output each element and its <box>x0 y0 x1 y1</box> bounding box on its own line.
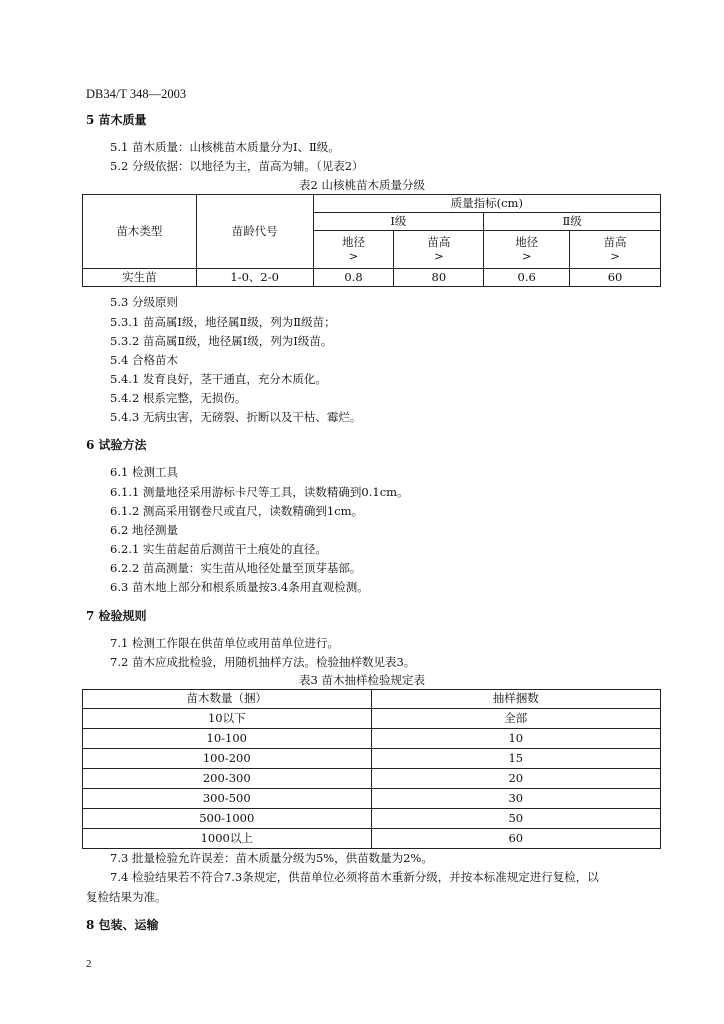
th-grade-1: Ⅰ级 <box>313 213 484 231</box>
table-row <box>83 729 661 749</box>
clause-6-2: 6.2 地径测量 <box>110 523 178 537</box>
cell-sample: 50 <box>371 809 660 829</box>
cell-sample: 10 <box>371 729 660 749</box>
th-quality-index: 质量指标(cm) <box>313 195 660 213</box>
th-seedling-type: 苗木类型 <box>83 195 197 269</box>
th-g2-height <box>570 231 661 269</box>
height-label: 苗高 <box>427 234 451 249</box>
cell-count: 1000以上 <box>83 829 372 849</box>
clause-5-4-2: 5.4.2 根系完整，无损伤。 <box>110 391 247 405</box>
cell-count: 10-100 <box>83 729 372 749</box>
th-sample-count: 抽样捆数 <box>371 690 660 709</box>
clause-7-1: 7.1 检测工作限在供苗单位或用苗单位进行。 <box>110 636 339 650</box>
clause-5-1: 5.1 苗木质量：山核桃苗木质量分为Ⅰ、Ⅱ级。 <box>110 140 340 154</box>
table-row <box>83 749 661 769</box>
cell-count: 100-200 <box>83 749 372 769</box>
clause-6-1-2: 6.1.2 测高采用钢卷尺或直尺，读数精确到1cm。 <box>110 504 364 518</box>
page-number: 2 <box>86 958 92 970</box>
th-g1-diameter <box>313 231 394 269</box>
clause-6-2-1: 6.2.1 实生苗起苗后测苗干土痕处的直径。 <box>110 542 327 556</box>
cell-age: 1-0、2-0 <box>196 269 313 287</box>
cell-sample: 60 <box>371 829 660 849</box>
table-row <box>83 709 661 729</box>
cell-g1-diameter: 0.8 <box>313 269 394 287</box>
gt-symbol: > <box>434 248 444 263</box>
table-row <box>83 269 661 287</box>
gt-symbol: > <box>348 248 359 263</box>
section-5-title: 5 苗木质量 <box>86 113 147 127</box>
th-bundle-count: 苗木数量（捆） <box>83 690 372 709</box>
clause-6-3: 6.3 苗木地上部分和根系质量按3.4条用直观检测。 <box>110 580 369 594</box>
clause-5-4: 5.4 合格苗木 <box>110 353 178 367</box>
th-grade-2: Ⅱ级 <box>484 213 661 231</box>
table-row <box>83 809 661 829</box>
table-row <box>83 789 661 809</box>
clause-6-2-2: 6.2.2 苗高测量：实生苗从地径处量至顶芽基部。 <box>110 561 362 575</box>
cell-g2-height: 60 <box>570 269 661 287</box>
table-3-caption: 表3 苗木抽样检验规定表 <box>299 673 425 687</box>
diameter-label: 地径 <box>341 234 365 249</box>
clause-5-4-3: 5.4.3 无病虫害，无磅裂、折断以及干枯、霉烂。 <box>110 410 362 424</box>
cell-sample: 20 <box>371 769 660 789</box>
clause-5-3: 5.3 分级原则 <box>110 295 178 309</box>
section-8-title: 8 包装、运输 <box>86 918 159 932</box>
cell-g2-diameter: 0.6 <box>484 269 570 287</box>
clause-6-1-1: 6.1.1 测量地径采用游标卡尺等工具，读数精确到0.1cm。 <box>110 485 409 499</box>
cell-count: 300-500 <box>83 789 372 809</box>
gt-symbol: > <box>610 248 620 263</box>
cell-sample: 全部 <box>371 709 660 729</box>
clause-6-1: 6.1 检测工具 <box>110 465 178 479</box>
th-g1-height <box>394 231 484 269</box>
cell-sample: 15 <box>371 749 660 769</box>
document-header: DB34/T 348—2003 <box>86 87 187 101</box>
cell-count: 500-1000 <box>83 809 372 829</box>
table-2-caption: 表2 山核桃苗木质量分级 <box>299 178 425 192</box>
th-seedling-age: 苗龄代号 <box>196 195 313 269</box>
cell-count: 10以下 <box>83 709 372 729</box>
clause-5-3-2: 5.3.2 苗高属Ⅱ级，地径属Ⅰ级，列为Ⅰ级苗。 <box>110 334 333 348</box>
clause-5-4-1: 5.4.1 发育良好，茎干通直，充分木质化。 <box>110 372 327 386</box>
clause-7-4-continued: 复检结果为准。 <box>86 890 167 904</box>
clause-7-3: 7.3 批量检验允许误差：苗木质量分级为5%，供苗数量为2%。 <box>110 851 433 865</box>
diameter-label: 地径 <box>515 234 539 249</box>
th-g2-diameter <box>484 231 570 269</box>
cell-type: 实生苗 <box>83 269 197 287</box>
cell-g1-height: 80 <box>394 269 484 287</box>
section-6-title: 6 试验方法 <box>86 438 147 452</box>
table-row <box>83 769 661 789</box>
quality-grade-table <box>82 194 661 287</box>
cell-sample: 30 <box>371 789 660 809</box>
clause-5-2: 5.2 分级依据：以地径为主，苗高为辅。（见表2） <box>110 159 364 173</box>
clause-7-2: 7.2 苗木应成批检验，用随机抽样方法。检验抽样数见表3。 <box>110 655 416 669</box>
section-7-title: 7 检验规则 <box>86 609 147 623</box>
gt-symbol: > <box>521 248 532 263</box>
clause-5-3-1: 5.3.1 苗高属Ⅰ级，地径属Ⅱ级，列为Ⅱ级苗； <box>110 315 336 329</box>
cell-count: 200-300 <box>83 769 372 789</box>
table-row <box>83 829 661 849</box>
clause-7-4: 7.4 检验结果若不符合7.3条规定，供苗单位必须将苗木重新分级，并按本标准规定进行复检，以 <box>110 870 599 884</box>
sampling-table <box>82 689 661 849</box>
height-label: 苗高 <box>603 234 627 249</box>
